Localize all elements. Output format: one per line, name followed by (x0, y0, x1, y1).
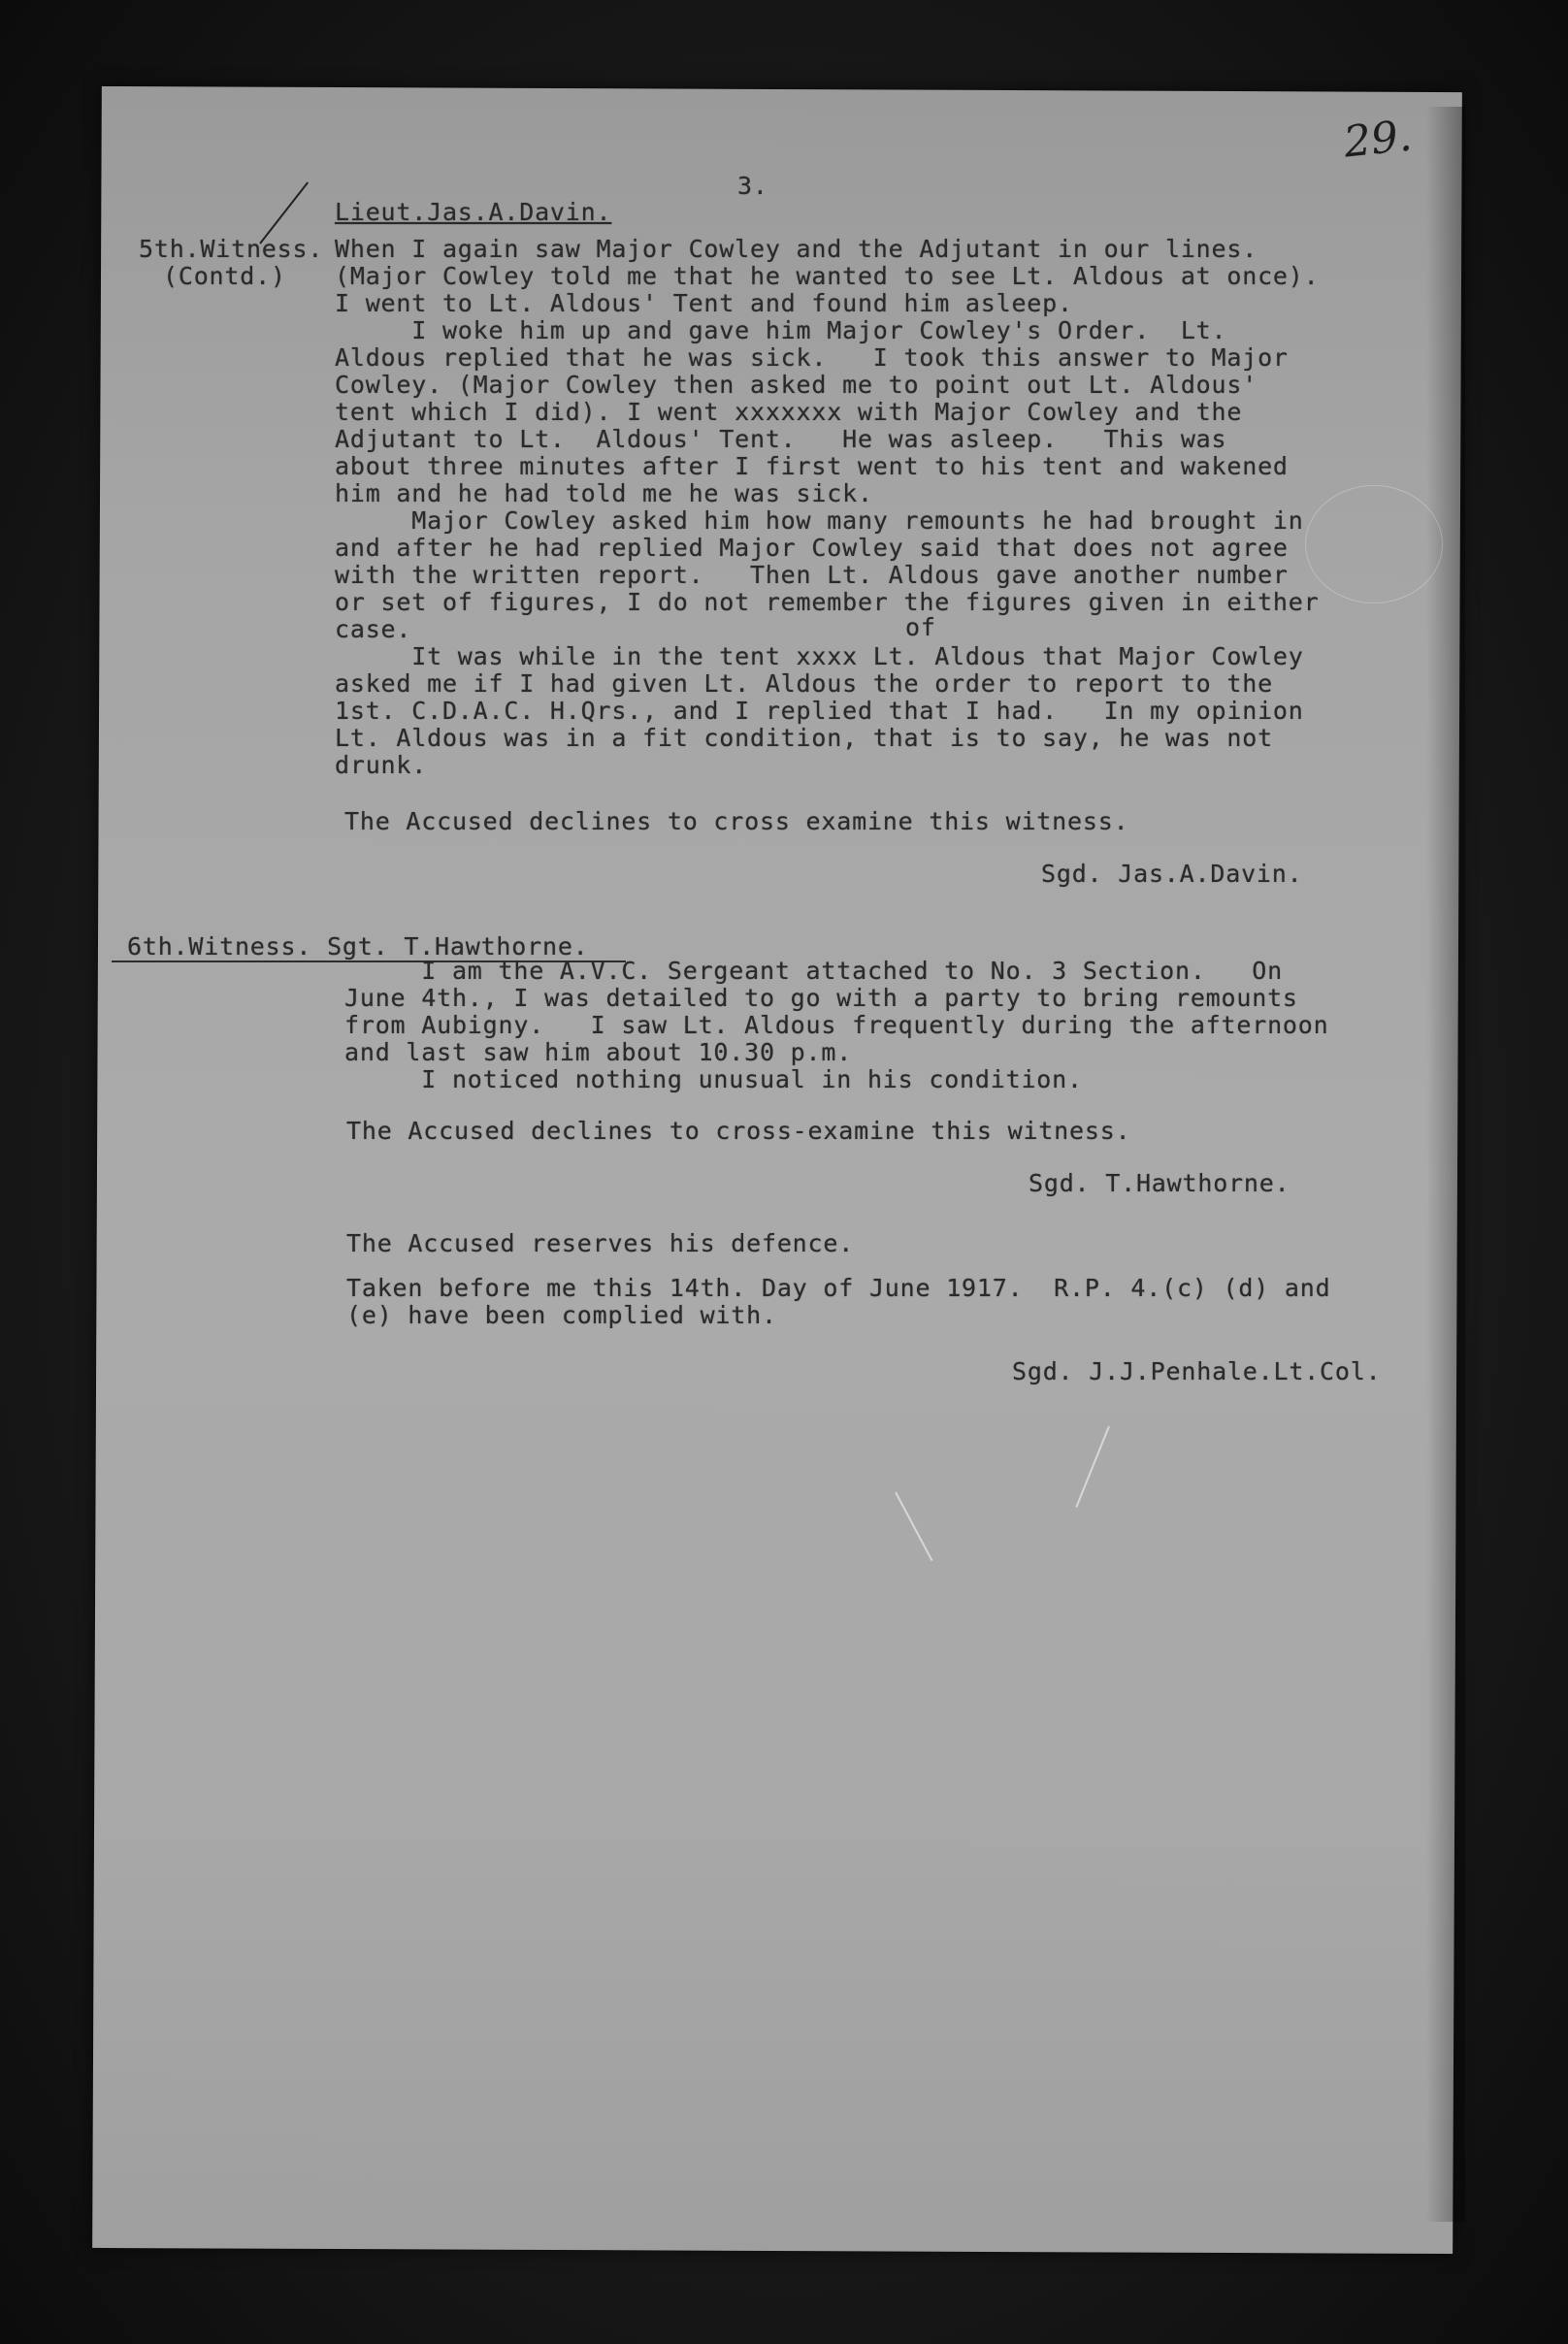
testimony-line: and last saw him about 10.30 p.m. (344, 1038, 853, 1066)
testimony-line: Aldous replied that he was sick. I took this answer to Major (335, 343, 1289, 372)
testimony-line: I am the A.V.C. Sergeant attached to No. 3 Section. On (344, 957, 1283, 985)
page-number: 3. (737, 172, 768, 200)
witness5-margin-label: 5th.Witness. (139, 235, 324, 263)
testimony-line: 1st. C.D.A.C. H.Qrs., and I replied that I had. In my opinion (335, 697, 1304, 725)
testimony-line: Adjutant to Lt. Aldous' Tent. He was asleep. This was (335, 425, 1227, 453)
testimony-line: about three minutes after I first went to his tent and wakened (335, 452, 1289, 480)
testimony-line: Lt. Aldous was in a fit condition, that is to say, he was not (335, 724, 1273, 752)
witness6-header: 6th.Witness. Sgt. T.Hawthorne. (127, 932, 589, 960)
testimony-line: case. (335, 615, 412, 643)
testimony-line: him and he had told me he was sick. (335, 479, 873, 507)
taken-before-line1: Taken before me this 14th. Day of June 1917. R.P. 4.(c) (d) and (346, 1274, 1331, 1302)
testimony-line: Cowley. (Major Cowley then asked me to point out Lt. Aldous' (335, 371, 1258, 399)
testimony-line: with the written report. Then Lt. Aldous gave another number (335, 561, 1289, 589)
testimony-line: Major Cowley asked him how many remounts he had brought in (335, 506, 1304, 535)
testimony-line: June 4th., I was detailed to go with a party to bring remounts (344, 984, 1298, 1012)
paper-stain (1305, 485, 1443, 603)
witness5-header: Lieut.Jas.A.Davin. (335, 198, 612, 226)
testimony-line: I noticed nothing unusual in his condition. (344, 1065, 1083, 1093)
witness5-cross-exam: The Accused declines to cross examine this witness. (344, 807, 1129, 835)
witness6-cross-exam: The Accused declines to cross-examine this witness. (346, 1117, 1131, 1145)
testimony-line: I went to Lt. Aldous' Tent and found him asleep. (335, 289, 1073, 317)
testimony-line: It was while in the tent xxxx Lt. Aldous that Major Cowley (335, 642, 1304, 670)
testimony-line: asked me if I had given Lt. Aldous the order to report to the (335, 669, 1273, 698)
witness5-margin-contd: (Contd.) (163, 262, 286, 290)
testimony-line: (Major Cowley told me that he wanted to see Lt. Aldous at once). (335, 262, 1320, 290)
testimony-line: drunk. (335, 751, 428, 779)
testimony-line: from Aubigny. I saw Lt. Aldous frequently during the afternoon (344, 1011, 1329, 1039)
witness6-signature: Sgd. T.Hawthorne. (1029, 1169, 1290, 1197)
testimony-line: When I again saw Major Cowley and the Adjutant in our lines. (335, 235, 1258, 263)
page-edge-shadow (1426, 107, 1465, 2222)
insertion-of: of (905, 613, 936, 641)
handwritten-page-number: 29. (1341, 111, 1415, 168)
testimony-line: I woke him up and gave him Major Cowley's Order. Lt. (335, 316, 1227, 344)
testimony-line: or set of figures, I do not remember the figures given in either (335, 588, 1320, 616)
witness5-signature: Sgd. Jas.A.Davin. (1041, 860, 1303, 888)
accused-defence: The Accused reserves his defence. (346, 1229, 855, 1257)
closing-signature: Sgd. J.J.Penhale.Lt.Col. (1012, 1357, 1382, 1385)
taken-before-line2: (e) have been complied with. (346, 1301, 777, 1329)
testimony-line: tent which I did). I went xxxxxxx with Major Cowley and the (335, 398, 1243, 426)
testimony-line: and after he had replied Major Cowley said that does not agree (335, 534, 1289, 562)
